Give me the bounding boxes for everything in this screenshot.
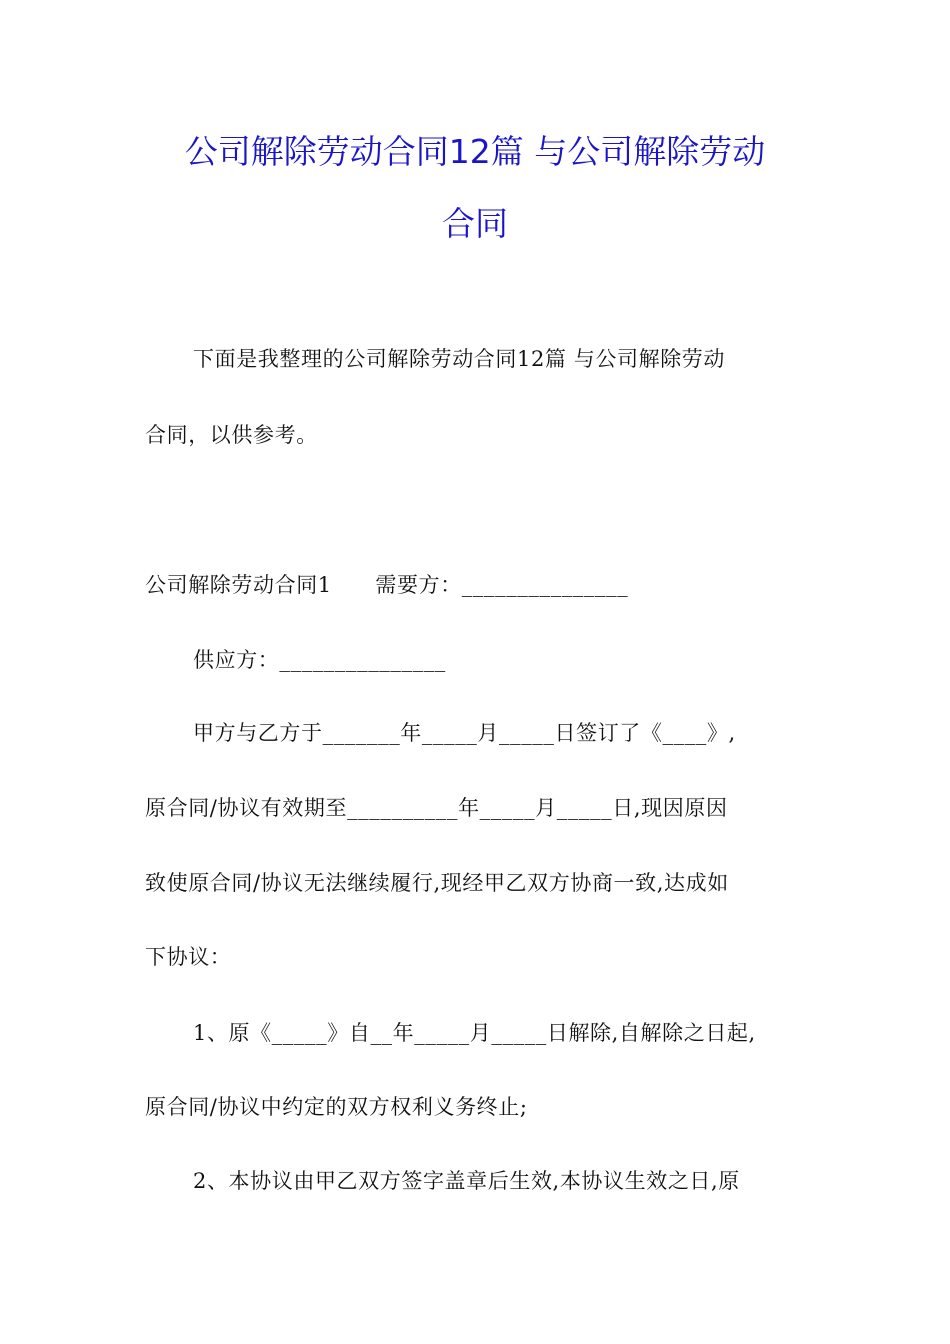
intro-line-1: 下面是我整理的公司解除劳动合同12篇 与公司解除劳动 [193,347,725,371]
clause-2-line: 2、本协议由甲乙双方签字盖章后生效,本协议生效之日,原 [193,1169,740,1193]
paragraph-line: 下协议： [145,945,232,969]
supplier-line: 供应方：_______________ [193,648,446,672]
document-title-line-1: 公司解除劳动合同12篇 与公司解除劳动 [184,132,766,171]
document-title-line-2: 合同 [442,204,508,243]
contract-heading-line: 公司解除劳动合同1 需要方：_______________ [145,573,629,597]
paragraph-line: 原合同/协议有效期至__________年_____月_____日,现因原因 [145,796,728,820]
paragraph-line: 致使原合同/协议无法继续履行,现经甲乙双方协商一致,达成如 [145,871,729,895]
clause-1-line: 1、原《_____》自__年_____月_____日解除,自解除之日起, [193,1021,756,1045]
paragraph-line: 甲方与乙方于_______年_____月_____日签订了《____》, [193,721,736,745]
clause-1-line: 原合同/协议中约定的双方权利义务终止; [145,1095,528,1119]
intro-line-2: 合同，以供参考。 [145,423,318,447]
